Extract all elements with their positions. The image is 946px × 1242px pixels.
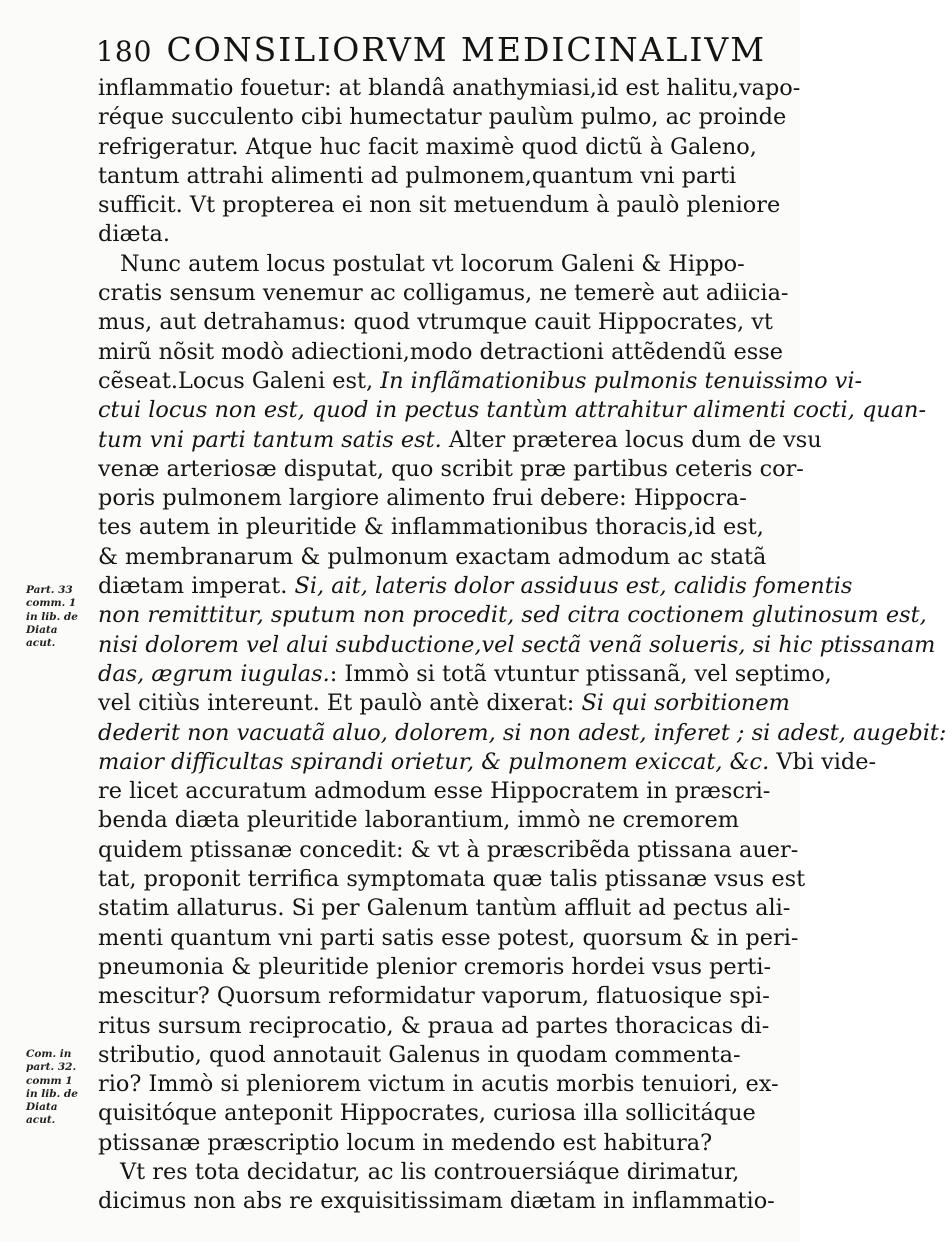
text-segment: cratis sensum venemur ac colligamus, ne temerè aut adiicia-	[98, 280, 789, 307]
text-segment: rio? Immò si pleniorem victum in acutis morbis tenuiori, ex-	[98, 1071, 779, 1098]
text-line	[98, 455, 804, 484]
margin-note-line: in lib. de	[26, 1087, 78, 1100]
text-segment: diætam imperat.	[98, 573, 295, 600]
italic-quotation: das, ægrum iugulas.	[98, 660, 330, 687]
text-segment: re licet accuratum admodum esse Hippocratem in præscri-	[98, 778, 771, 805]
margin-note-line: comm. 1	[26, 597, 77, 610]
text-line	[98, 689, 790, 718]
text-line	[98, 279, 789, 308]
text-segment: pneumonia & pleuritide plenior cremoris hordei vsus perti-	[98, 953, 772, 980]
text-line	[98, 1187, 775, 1216]
margin-note-line: comm 1	[26, 1074, 73, 1087]
text-segment: vel citiùs intereunt. Et paulò antè dixerat:	[98, 690, 582, 717]
text-line	[98, 748, 877, 777]
text-line	[98, 924, 799, 953]
italic-quotation: nisi dolorem vel alui subductione,vel sectã venã solueris, si hic ptissanam	[98, 631, 936, 658]
margin-note-line: acut.	[26, 637, 56, 650]
text-line	[98, 836, 799, 865]
text-line	[98, 865, 806, 894]
text-segment: ritus sursum reciprocatio, & praua ad partes thoracicas di-	[98, 1012, 770, 1039]
italic-quotation: non remittitur, sputum non procedit, sed citra coctionem glutinosum est,	[98, 602, 927, 629]
text-line	[98, 660, 832, 689]
text-line	[98, 777, 770, 806]
margin-note-line: Com. in	[26, 1048, 72, 1060]
text-line	[98, 338, 784, 367]
running-head: CONSILIORVM MEDICINALIVM	[166, 30, 766, 69]
text-line	[98, 1129, 770, 1158]
text-segment: stributio, quod annotauit Galenus in quodam commenta-	[98, 1041, 741, 1068]
margin-note-1	[26, 584, 96, 650]
text-segment: tantum attrahi alimenti ad pulmonem,quantum vni parti	[98, 162, 737, 189]
text-segment: Vt res tota decidatur, ac lis controuersiáque dirimatur,	[120, 1158, 740, 1185]
text-segment: refrigeratur. Atque huc facit maximè quod dictũ à Galeno,	[98, 133, 757, 160]
text-line	[98, 719, 946, 748]
italic-quotation: tum vni parti tantum satis est.	[98, 426, 442, 453]
margin-note-line: part. 32.	[26, 1061, 77, 1074]
text-segment: menti quantum vni parti satis esse potest, quorsum & in peri-	[98, 924, 799, 951]
text-segment: & membranarum & pulmonum exactam admodum ac statã	[98, 543, 767, 570]
text-segment: mirũ nõsit modò adiectioni,modo detractioni attẽdendũ esse	[98, 338, 784, 365]
italic-quotation: In inflãmationibus pulmonis tenuissimo vi-	[380, 367, 863, 394]
text-segment: Vbi vide-	[769, 748, 877, 775]
text-line	[98, 250, 770, 279]
text-segment: tat, proponit terrifica symptomata quæ talis ptissanæ vsus est	[98, 866, 806, 893]
text-segment: : Immò si totã vtuntur ptissanã, vel septimo,	[329, 660, 832, 687]
text-segment: venæ arteriosæ disputat, quo scribit præ partibus ceteris cor-	[98, 455, 804, 482]
text-line	[98, 982, 770, 1011]
text-line	[98, 1012, 770, 1041]
margin-note-2	[26, 1048, 96, 1128]
margin-note-line: acut.	[26, 1114, 56, 1127]
italic-quotation: Si qui sorbitionem	[581, 690, 790, 717]
italic-quotation: maior difficultas spirandi orietur, & pulmonem exiccat, &c.	[98, 748, 770, 775]
text-line	[98, 396, 927, 425]
text-line	[98, 308, 773, 337]
text-segment: tes autem in pleuritide & inflammationibus thoracis,id est,	[98, 514, 764, 541]
text-line	[98, 220, 770, 249]
text-segment: statim allaturus. Si per Galenum tantùm affluit ad pectus ali-	[98, 895, 791, 922]
text-segment: mus, aut detrahamus: quod vtrumque cauit Hippocrates, vt	[98, 309, 773, 336]
text-segment: mescitur? Quorsum reformidatur vaporum, flatuosique spi-	[98, 983, 770, 1010]
text-segment: benda diæta pleuritide laborantium, immò ne cremorem	[98, 807, 739, 834]
text-line	[98, 74, 801, 103]
italic-quotation: Si, ait, lateris dolor assiduus est, calidis fomentis	[294, 573, 853, 600]
text-line	[98, 367, 863, 396]
text-line	[98, 572, 853, 601]
text-line	[98, 162, 770, 191]
text-segment: dicimus non abs re exquisitissimam diætam in inflammatio-	[98, 1188, 775, 1215]
text-segment: quidem ptissanæ concedit: & vt à præscribẽda ptissana auer-	[98, 836, 799, 863]
text-segment: sufficit. Vt propterea ei non sit metuendum à paulò pleniore	[98, 192, 781, 219]
text-line	[98, 953, 770, 982]
text-line	[98, 484, 770, 513]
page-header	[96, 30, 786, 80]
text-line	[98, 631, 936, 660]
text-segment: Alter præterea locus dum de vsu	[441, 426, 822, 453]
text-line	[98, 806, 770, 835]
text-line	[98, 103, 787, 132]
text-segment: quisitóque anteponit Hippocrates, curiosa illa sollicitáque	[98, 1100, 756, 1127]
body-text	[98, 74, 946, 1217]
margin-note-line: in lib. de	[26, 610, 78, 623]
text-segment: diæta.	[98, 221, 171, 248]
margin-note-line: Diata	[26, 1101, 58, 1114]
text-segment: ptissanæ præscriptio locum in medendo est habitura?	[98, 1129, 713, 1156]
text-line	[98, 1041, 770, 1070]
text-line	[98, 1099, 770, 1128]
text-line	[98, 191, 781, 220]
text-line	[98, 426, 822, 455]
text-line	[98, 543, 770, 572]
text-line	[98, 894, 791, 923]
text-segment: cẽseat.Locus Galeni est,	[98, 367, 381, 394]
text-segment: Nunc autem locus postulat vt locorum Galeni & Hippo-	[120, 250, 745, 277]
italic-quotation: ctui locus non est, quod in pectus tantùm attrahitur alimenti cocti, quan-	[98, 397, 927, 424]
page-number: 180	[96, 35, 153, 68]
text-segment: poris pulmonem largiore alimento frui debere: Hippocra-	[98, 485, 747, 512]
text-line	[98, 1158, 770, 1187]
text-line	[98, 601, 927, 630]
text-line	[98, 133, 770, 162]
italic-quotation: dederit non vacuatã aluo, dolorem, si non adest, inferet ; si adest, augebit:	[98, 719, 946, 746]
text-line	[98, 1070, 779, 1099]
margin-note-line: Diata	[26, 623, 58, 636]
text-segment: inflammatio fouetur: at blandâ anathymiasi,id est halitu,vapo-	[98, 75, 801, 101]
text-line	[98, 513, 770, 542]
margin-note-line: Part. 33	[26, 584, 73, 596]
text-segment: réque succulento cibi humectatur paulùm pulmo, ac proinde	[98, 104, 787, 131]
